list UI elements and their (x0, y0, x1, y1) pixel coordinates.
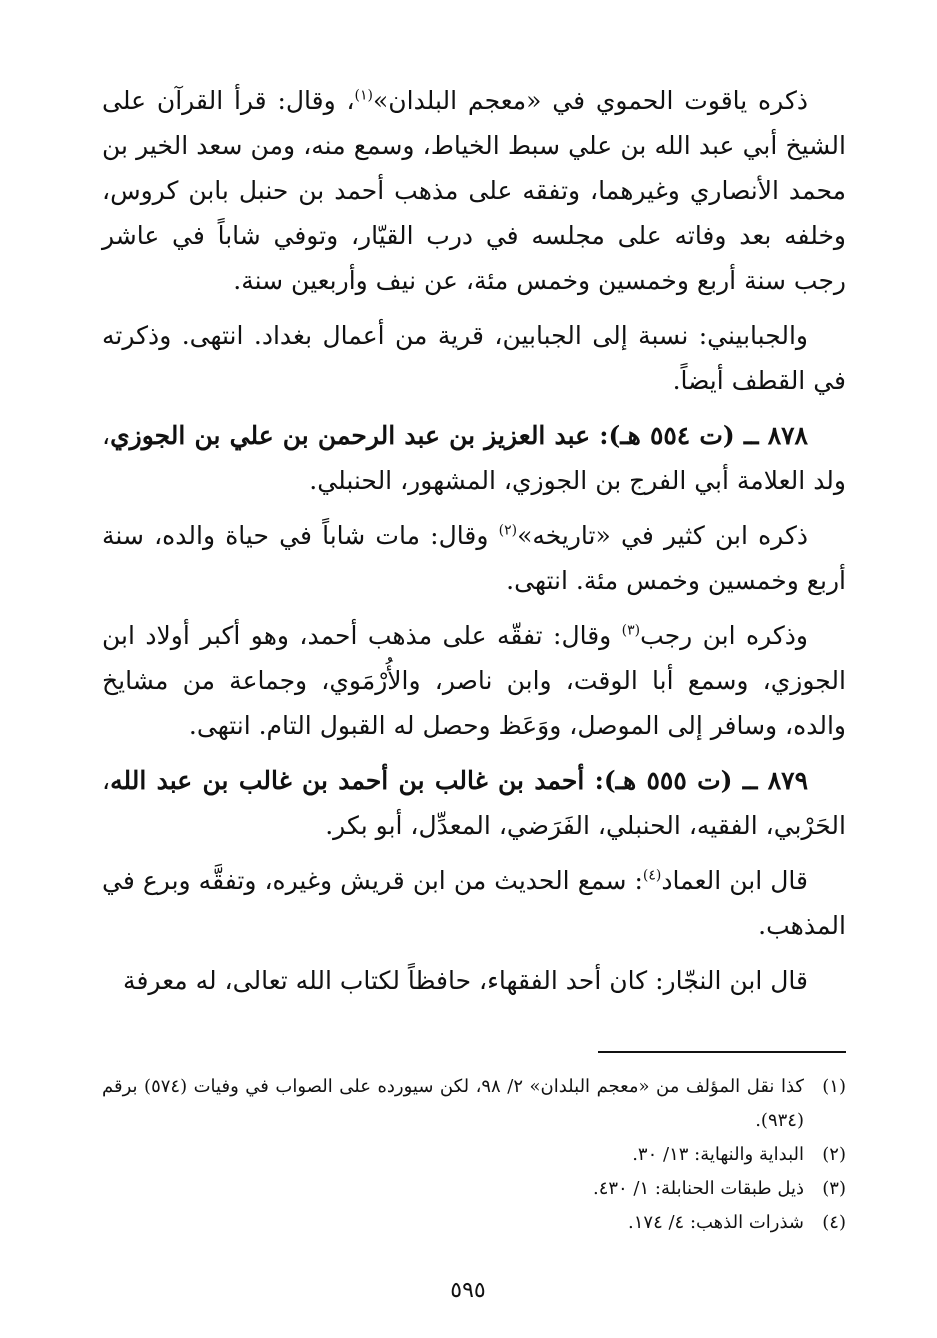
paragraph-ibn-rajab (102, 613, 846, 748)
paragraph-text: : سمع الحديث من ابن قريش وغيره، وتفقَّه وبرع في المذهب. (102, 866, 846, 940)
footnote-number: (٣) (822, 1178, 846, 1199)
entry-878 (102, 413, 846, 503)
paragraph-text: ذكره ياقوت الحموي في «معجم البلدان» (373, 86, 808, 115)
footnote-separator (598, 1051, 846, 1053)
page-number: ٥٩٥ (450, 1278, 486, 1303)
footnote-text: البداية والنهاية: ١٣/ ٣٠. (632, 1144, 804, 1165)
entry-heading: ٨٧٨ ــ (ت ٥٥٤ هـ): عبد العزيز بن عبد الرحمن بن علي بن الجوزي (110, 421, 808, 450)
footnotes (102, 1070, 846, 1240)
main-text (102, 78, 846, 1003)
paragraph-ibn-kathir (102, 513, 846, 603)
footnote-text: ذيل طبقات الحنابلة: ١/ ٤٣٠. (592, 1178, 804, 1199)
paragraph-text: ، وقال: قرأ القرآن على الشيخ أبي عبد الله بن علي سبط الخياط، وسمع منه، ومن سعد الخير بن محمد الأنصاري وغيرهما، وتفقه على مذهب أحمد بن حنبل بابن كروس، وخلفه بعد وفاته على مجلسه في درب القيّار، وتوفي شاباً في عاشر رجب سنة أربع وخمسين وخمس مئة، عن نيف وأربعين سنة. (102, 86, 846, 295)
paragraph-ibn-al-najjar: قال ابن النجّار: كان أحد الفقهاء، حافظاً لكتاب الله تعالى، له معرفة (123, 966, 808, 995)
footnote-3 (102, 1172, 846, 1206)
paragraph-yaqut (102, 78, 846, 303)
paragraph-text: وذكره ابن رجب (640, 621, 808, 650)
entry-text: ، الحَرْبي، الفقيه، الحنبلي، الفَرَضي، المعدِّل، أبو بكر. (102, 766, 846, 840)
paragraph-text: وقال: مات شاباً في حياة والده، سنة أربع وخمسين وخمس مئة. انتهى. (102, 521, 846, 595)
entry-text: ، ولد العلامة أبي الفرج بن الجوزي، المشهور، الحنبلي. (102, 421, 846, 495)
footnote-number: (٢) (822, 1144, 846, 1165)
footnote-number: (٤) (822, 1212, 846, 1233)
footnote-ref-2[interactable]: (٢) (498, 522, 518, 539)
entry-879 (102, 758, 846, 848)
entry-heading: ٨٧٩ ــ (ت ٥٥٥ هـ): أحمد بن غالب بن أحمد بن غالب بن عبد الله (110, 766, 809, 795)
paragraph-ibn-al-imad (102, 858, 846, 948)
footnote-number: (١) (822, 1076, 846, 1097)
paragraph-text: ذكره ابن كثير في «تاريخه» (517, 521, 809, 550)
footnote-2 (102, 1138, 846, 1172)
footnote-ref-1[interactable]: (١) (354, 87, 374, 104)
footnote-text: شذرات الذهب: ٤/ ١٧٤. (628, 1212, 804, 1233)
footnote-text: كذا نقل المؤلف من «معجم البلدان» ٢/ ٩٨، لكن سيورده على الصواب في وفيات (٥٧٤) برقم (٩٣٤). (102, 1076, 804, 1131)
paragraph-text: قال ابن العماد (661, 866, 809, 895)
footnote-ref-4[interactable]: (٤) (642, 867, 662, 884)
footnote-4 (102, 1206, 846, 1240)
paragraph-jababini: والجبابيني: نسبة إلى الجبابين، قرية من أعمال بغداد. انتهى. وذكرته في القطف أيضاً. (102, 321, 846, 395)
paragraph-text: وقال: تفقّه على مذهب أحمد، وهو أكبر أولاد ابن الجوزي، وسمع أبا الوقت، وابن ناصر، والأُرْمَوي، وجماعة من مشايخ والده، وسافر إلى الموصل، ووَعَظ وحصل له القبول التام. انتهى. (102, 621, 846, 740)
footnote-1 (102, 1070, 846, 1138)
footnote-ref-3[interactable]: (٣) (621, 622, 641, 639)
